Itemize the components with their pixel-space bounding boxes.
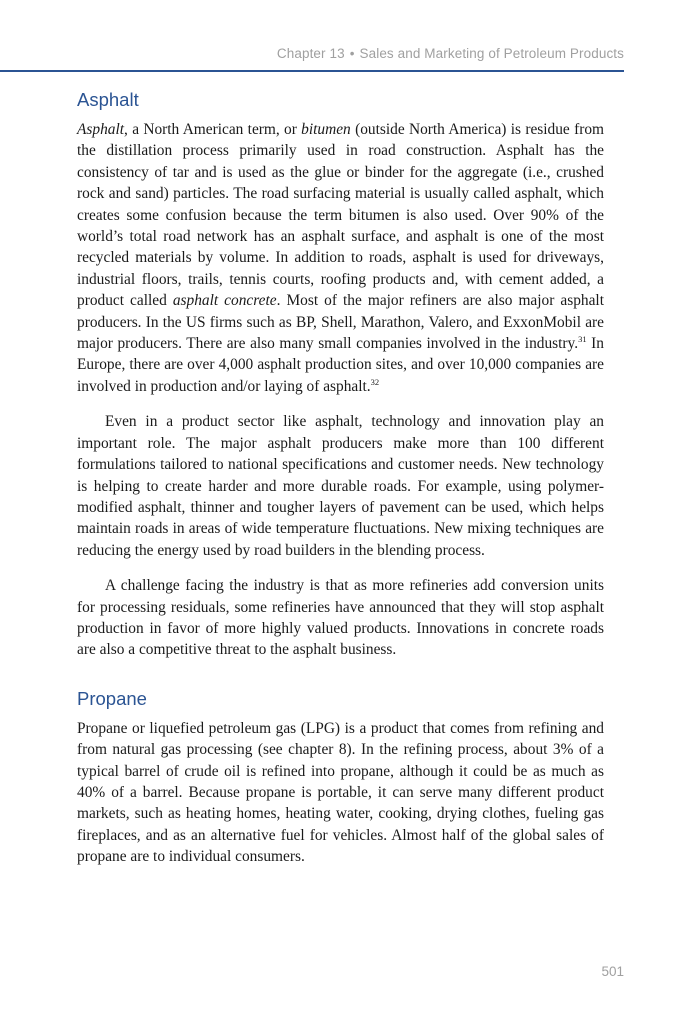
propane-heading: Propane: [77, 687, 147, 709]
asphalt-p1-text-1: , a North American term, or: [124, 121, 302, 138]
asphalt-p1-text-2: (outside North America) is residue from the distillation process primarily used in road construction. Asphalt has the consistency of tar and is used as the glue or binder for the aggregate (i.e., crushed rock and sand) particles. The road surfacing material is usually called asphalt, which creates some confusion because the term bitumen is also used. Over 90% of the world’s total road network has an asphalt surface, and asphalt is one of the most recycled materials by volume. In addition to roads, asphalt is used for driveways, industrial floors, trails, tennis courts, roofing products and, with cement added, a product called: [77, 121, 604, 310]
asphalt-p1-text-3: . Most of the major refiners are also major asphalt producers. In the US firms such as BP, Shell, Marathon, Valero, and ExxonMobil are major producers. There are also many small companies involved in the industry.: [77, 292, 604, 353]
page-number: 501: [601, 964, 624, 979]
footnote-ref-31: 31: [578, 334, 587, 345]
footnote-ref-32: 32: [370, 376, 380, 387]
asphalt-paragraph-1: [77, 119, 604, 397]
chapter-title: Sales and Marketing of Petroleum Products: [359, 46, 624, 61]
term-asphalt: Asphalt: [77, 121, 125, 138]
term-asphalt-concrete: asphalt concrete: [172, 292, 277, 310]
asphalt-p1-text-4: In Europe, there are over 4,000 asphalt production sites, and over 10,000 companies are involved in production and/or laying of asphalt.: [77, 335, 604, 395]
asphalt-heading: Asphalt: [77, 89, 139, 110]
propane-paragraph-1: Propane or liquefied petroleum gas (LPG) is a product that comes from refining and from natural gas processing (see chapter 8). In the refining process, about 3% of a typical barrel of crude oil is refined into propane, although it could be as much as 40% of a barrel. Because propane is portable, it can serve many different product markets, such as heating homes, heating water, cooking, drying clothes, fueling gas fireplaces, and as an alternative fuel for vehicles. Almost half of the global sales of propane are to individual consumers.: [77, 719, 604, 866]
asphalt-paragraph-3: A challenge facing the industry is that as more refineries add conversion units for processing residuals, some refineries have announced that they will stop asphalt production in favor of more highly valued products. Innovations in concrete roads are also a competitive threat to the asphalt business.: [77, 577, 604, 659]
bullet-separator: •: [349, 46, 355, 61]
header-rule: [0, 70, 624, 72]
running-header: [277, 46, 624, 61]
chapter-label: Chapter 13: [276, 46, 345, 61]
asphalt-paragraph-2: Even in a product sector like asphalt, technology and innovation play an important role. The major asphalt producers make more than 100 different formulations tailored to national specifications and customer needs. New technology is helping to create harder and more durable roads. For example, using polymer-modified asphalt, thinner and tougher layers of pavement can be used, which helps maintain roads in areas of wide temperature fluctuations. New mixing techniques are reducing the energy used by road builders in the blending process.: [77, 413, 604, 559]
page-body: [77, 88, 604, 868]
term-bitumen: bitumen: [301, 121, 351, 138]
